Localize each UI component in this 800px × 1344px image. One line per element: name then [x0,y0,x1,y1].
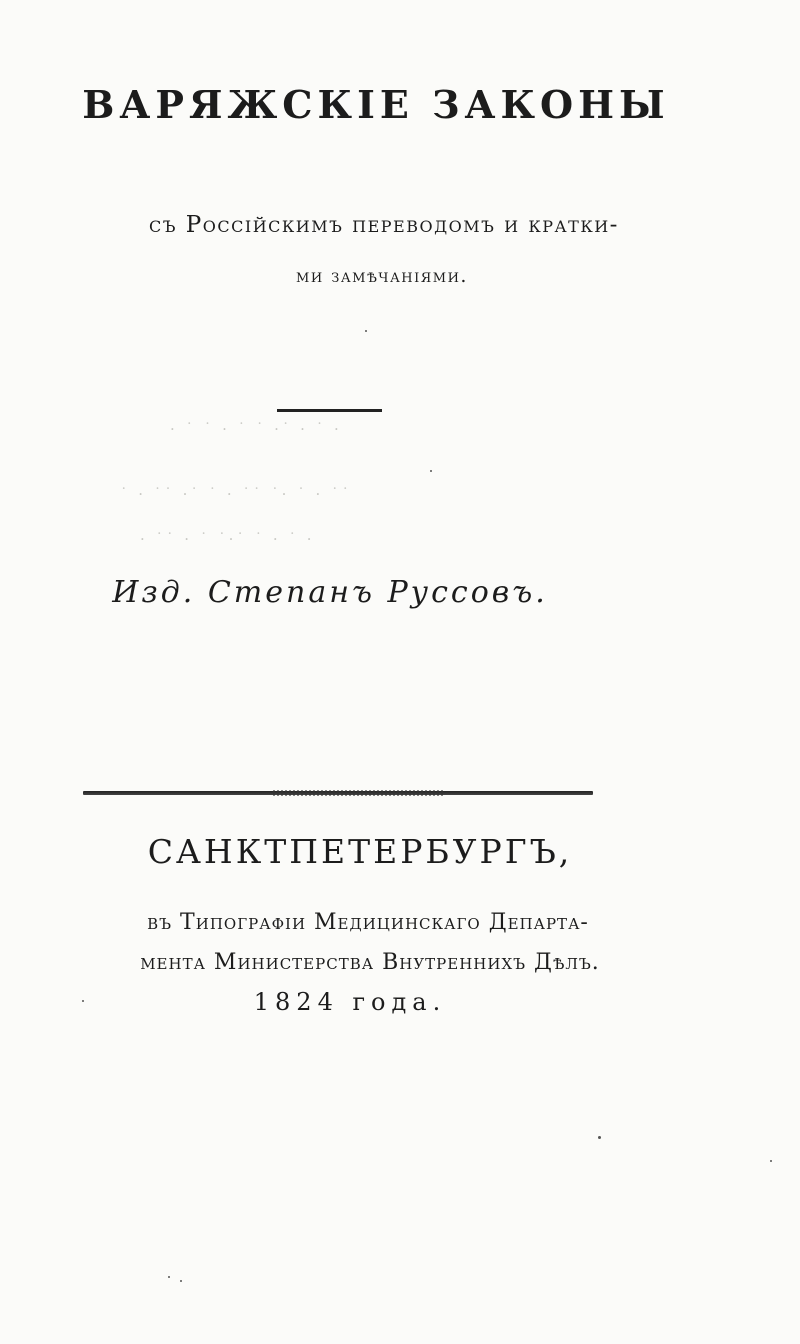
bleed-through-mark: · ˙ ˙ · ˙ ˙ ·˙ · ˙ · [170,420,342,438]
paper-speck [598,1136,601,1139]
divider-ornament [273,790,443,796]
bleed-through-mark: · ˙˙ · ˙ ˙·˙ ˙ · ˙ · [140,530,315,548]
subtitle-line-2: ми замѣчаніями. [296,265,468,287]
publication-year: 1824 года. [253,988,447,1016]
imprint-line-1: въ Типографіи Медицинскаго Департа- [147,910,589,935]
paper-speck [770,1160,772,1162]
paper-speck [365,330,367,332]
paper-speck [180,1280,182,1282]
paper-speck [168,1276,170,1278]
paper-speck [82,1000,84,1002]
paper-speck [430,470,432,472]
long-divider-rule [83,791,593,795]
imprint-line-2: мента Министерства Внутреннихъ Дѣлъ. [140,950,600,975]
subtitle-line-1: съ Россійскимъ переводомъ и кратки- [149,212,619,238]
city-line: САНКТПЕТЕРБУРГЪ, [147,832,573,871]
short-divider-rule [277,409,382,412]
book-title: ВАРЯЖСКІЕ ЗАКОНЫ [82,82,670,127]
bleed-through-mark: ˙ · ˙˙ ·˙ ˙ · ˙˙ ˙· ˙ · ˙˙ [120,485,353,503]
publisher-line: Изд. Степанъ Руссовъ. [112,575,548,610]
